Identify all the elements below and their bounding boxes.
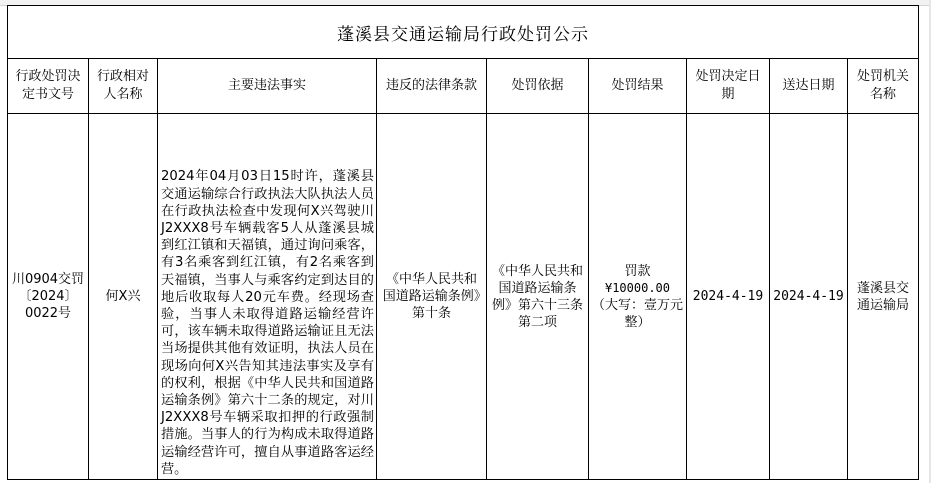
cell-basis[interactable]: 《中华人民共和国道路运输条例》第六十三条第二项 [487,114,589,480]
cell-decision-date[interactable]: 2024-4-19 [687,114,770,480]
header-basis[interactable]: 处罚依据 [487,59,589,114]
cell-delivery-date[interactable]: 2024-4-19 [770,114,848,480]
cell-violated-law[interactable]: 《中华人民共和国道路运输条例》第十条 [377,114,487,480]
result-amount-words: （大写：壹万元整） [592,297,684,330]
header-facts[interactable]: 主要违法事实 [158,59,377,114]
table-row [8,114,919,480]
result-amount: ¥10000.00 [604,280,671,295]
cell-authority[interactable]: 蓬溪县交通运输局 [848,114,919,480]
header-doc-no[interactable]: 行政处罚决定书文号 [8,59,89,114]
table-title[interactable]: 蓬溪县交通运输局行政处罚公示 [8,6,919,59]
result-penalty-type: 罚款 [624,263,651,279]
header-authority[interactable]: 处罚机关名称 [848,59,919,114]
cell-doc-no[interactable]: 川0904交罚〔2024〕0022号 [8,114,89,480]
header-violated-law[interactable]: 违反的法律条款 [377,59,487,114]
header-row [8,59,919,114]
cell-facts[interactable]: 2024年04月03日15时许，蓬溪县交通运输综合行政执法大队执法人员在行政执法检查中发现何X兴驾驶川J2XXX8号车辆载客5人从蓬溪县城到红江镇和天福镇，通过询问乘客，有3名乘客到红江镇，有2名乘客到天福镇，当事人与乘客约定到达目的地后收取每人20元车费。经现场查验，当事人未取得道路运输经营许可，该车辆未取得道路运输证且无法当场提供其他有效证明，执法人员在现场向何X兴告知其违法事实及享有的权利，根据《中华人民共和国道路运输条例》第六十二条的规定，对川J2XXX8号车辆采取扣押的行政强制措施。当事人的行为构成未取得道路运输经营许可，擅自从事道路客运经营。 [158,114,377,480]
penalty-disclosure-table [7,5,919,480]
cell-party-name[interactable]: 何X兴 [89,114,158,480]
cell-result[interactable] [589,114,687,480]
header-result[interactable]: 处罚结果 [589,59,687,114]
header-decision-date[interactable]: 处罚决定日期 [687,59,770,114]
header-delivery-date[interactable]: 送达日期 [770,59,848,114]
header-party-name[interactable]: 行政相对人名称 [89,59,158,114]
